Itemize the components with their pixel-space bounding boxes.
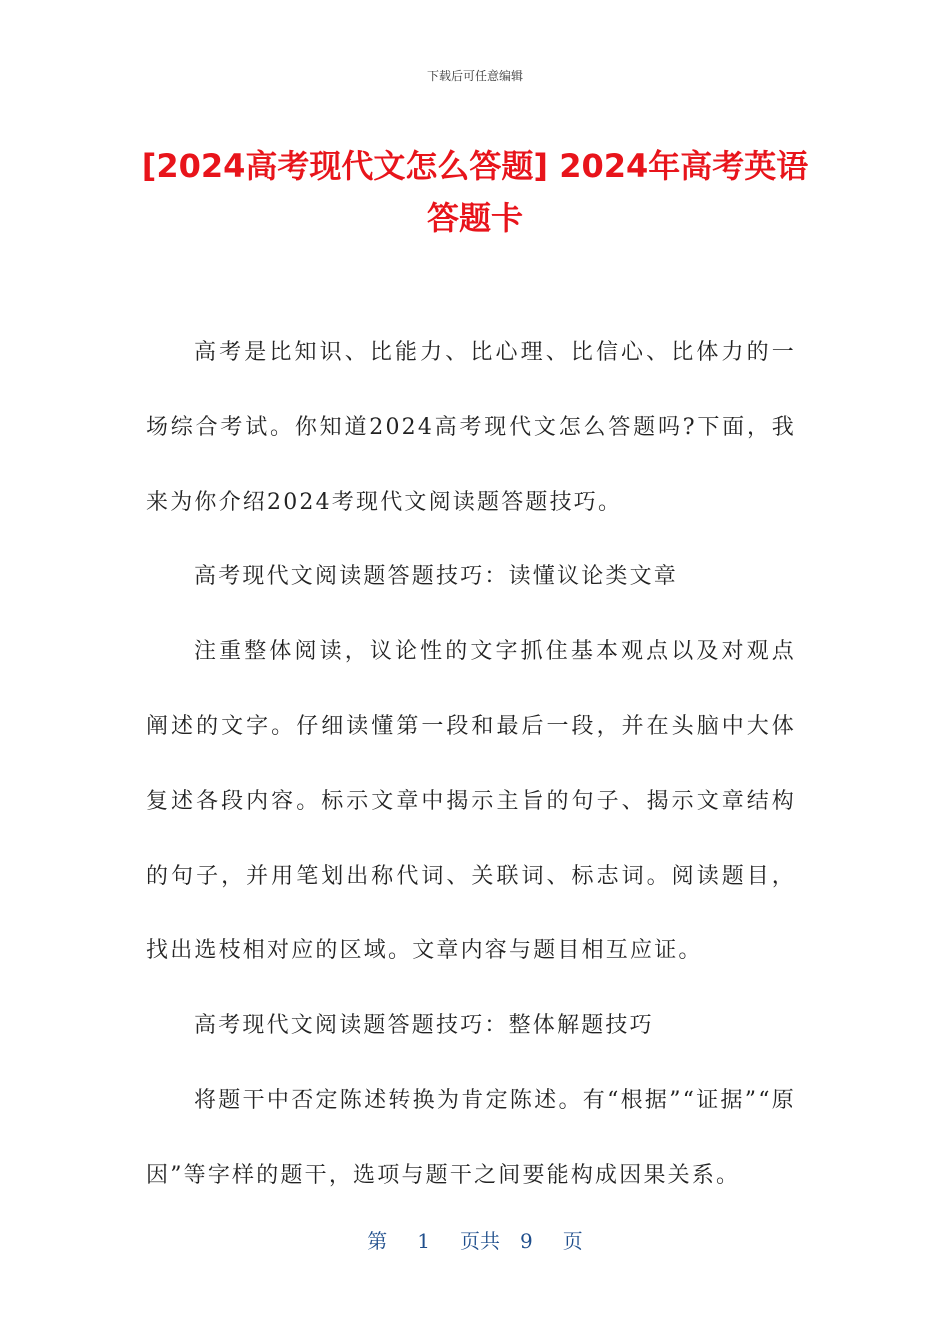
document-body [146, 316, 796, 1214]
footer-suffix: 页 [562, 1229, 583, 1253]
section-heading-argumentative: 高考现代文阅读题答题技巧：读懂议论类文章 [194, 564, 679, 590]
footer-middle: 页共 [460, 1229, 500, 1253]
paragraph-overall: 将题干中否定陈述转换为肯定陈述。有“根据”“证据”“原因”等字样的题干，选项与题干之间要能构成因果关系。 [146, 1087, 796, 1188]
document-title: [2024高考现代文怎么答题] 2024年高考英语答题卡 [141, 147, 809, 237]
footer-total-pages: 9 [520, 1229, 533, 1253]
page-footer [0, 1225, 950, 1254]
footer-prefix: 第 [367, 1229, 388, 1253]
header-note: 下载后可任意编辑 [426, 69, 523, 83]
paragraph-argumentative: 注重整体阅读，议论性的文字抓住基本观点以及对观点阐述的文字。仔细读懂第一段和最后一段，并在头脑中大体复述各段内容。标示文章中揭示主旨的句子、揭示文章结构的句子，并用笔划出称代词、关联词、标志词。阅读题目，找出选枝相对应的区域。文章内容与题目相互应证。 [146, 639, 796, 964]
footer-page-number: 1 [417, 1229, 430, 1253]
paragraph-intro: 高考是比知识、比能力、比心理、比信心、比体力的一场综合考试。你知道2024高考现代文怎么答题吗?下面，我来为你介绍2024考现代文阅读题答题技巧。 [146, 340, 796, 515]
section-heading-overall: 高考现代文阅读题答题技巧：整体解题技巧 [194, 1013, 654, 1039]
